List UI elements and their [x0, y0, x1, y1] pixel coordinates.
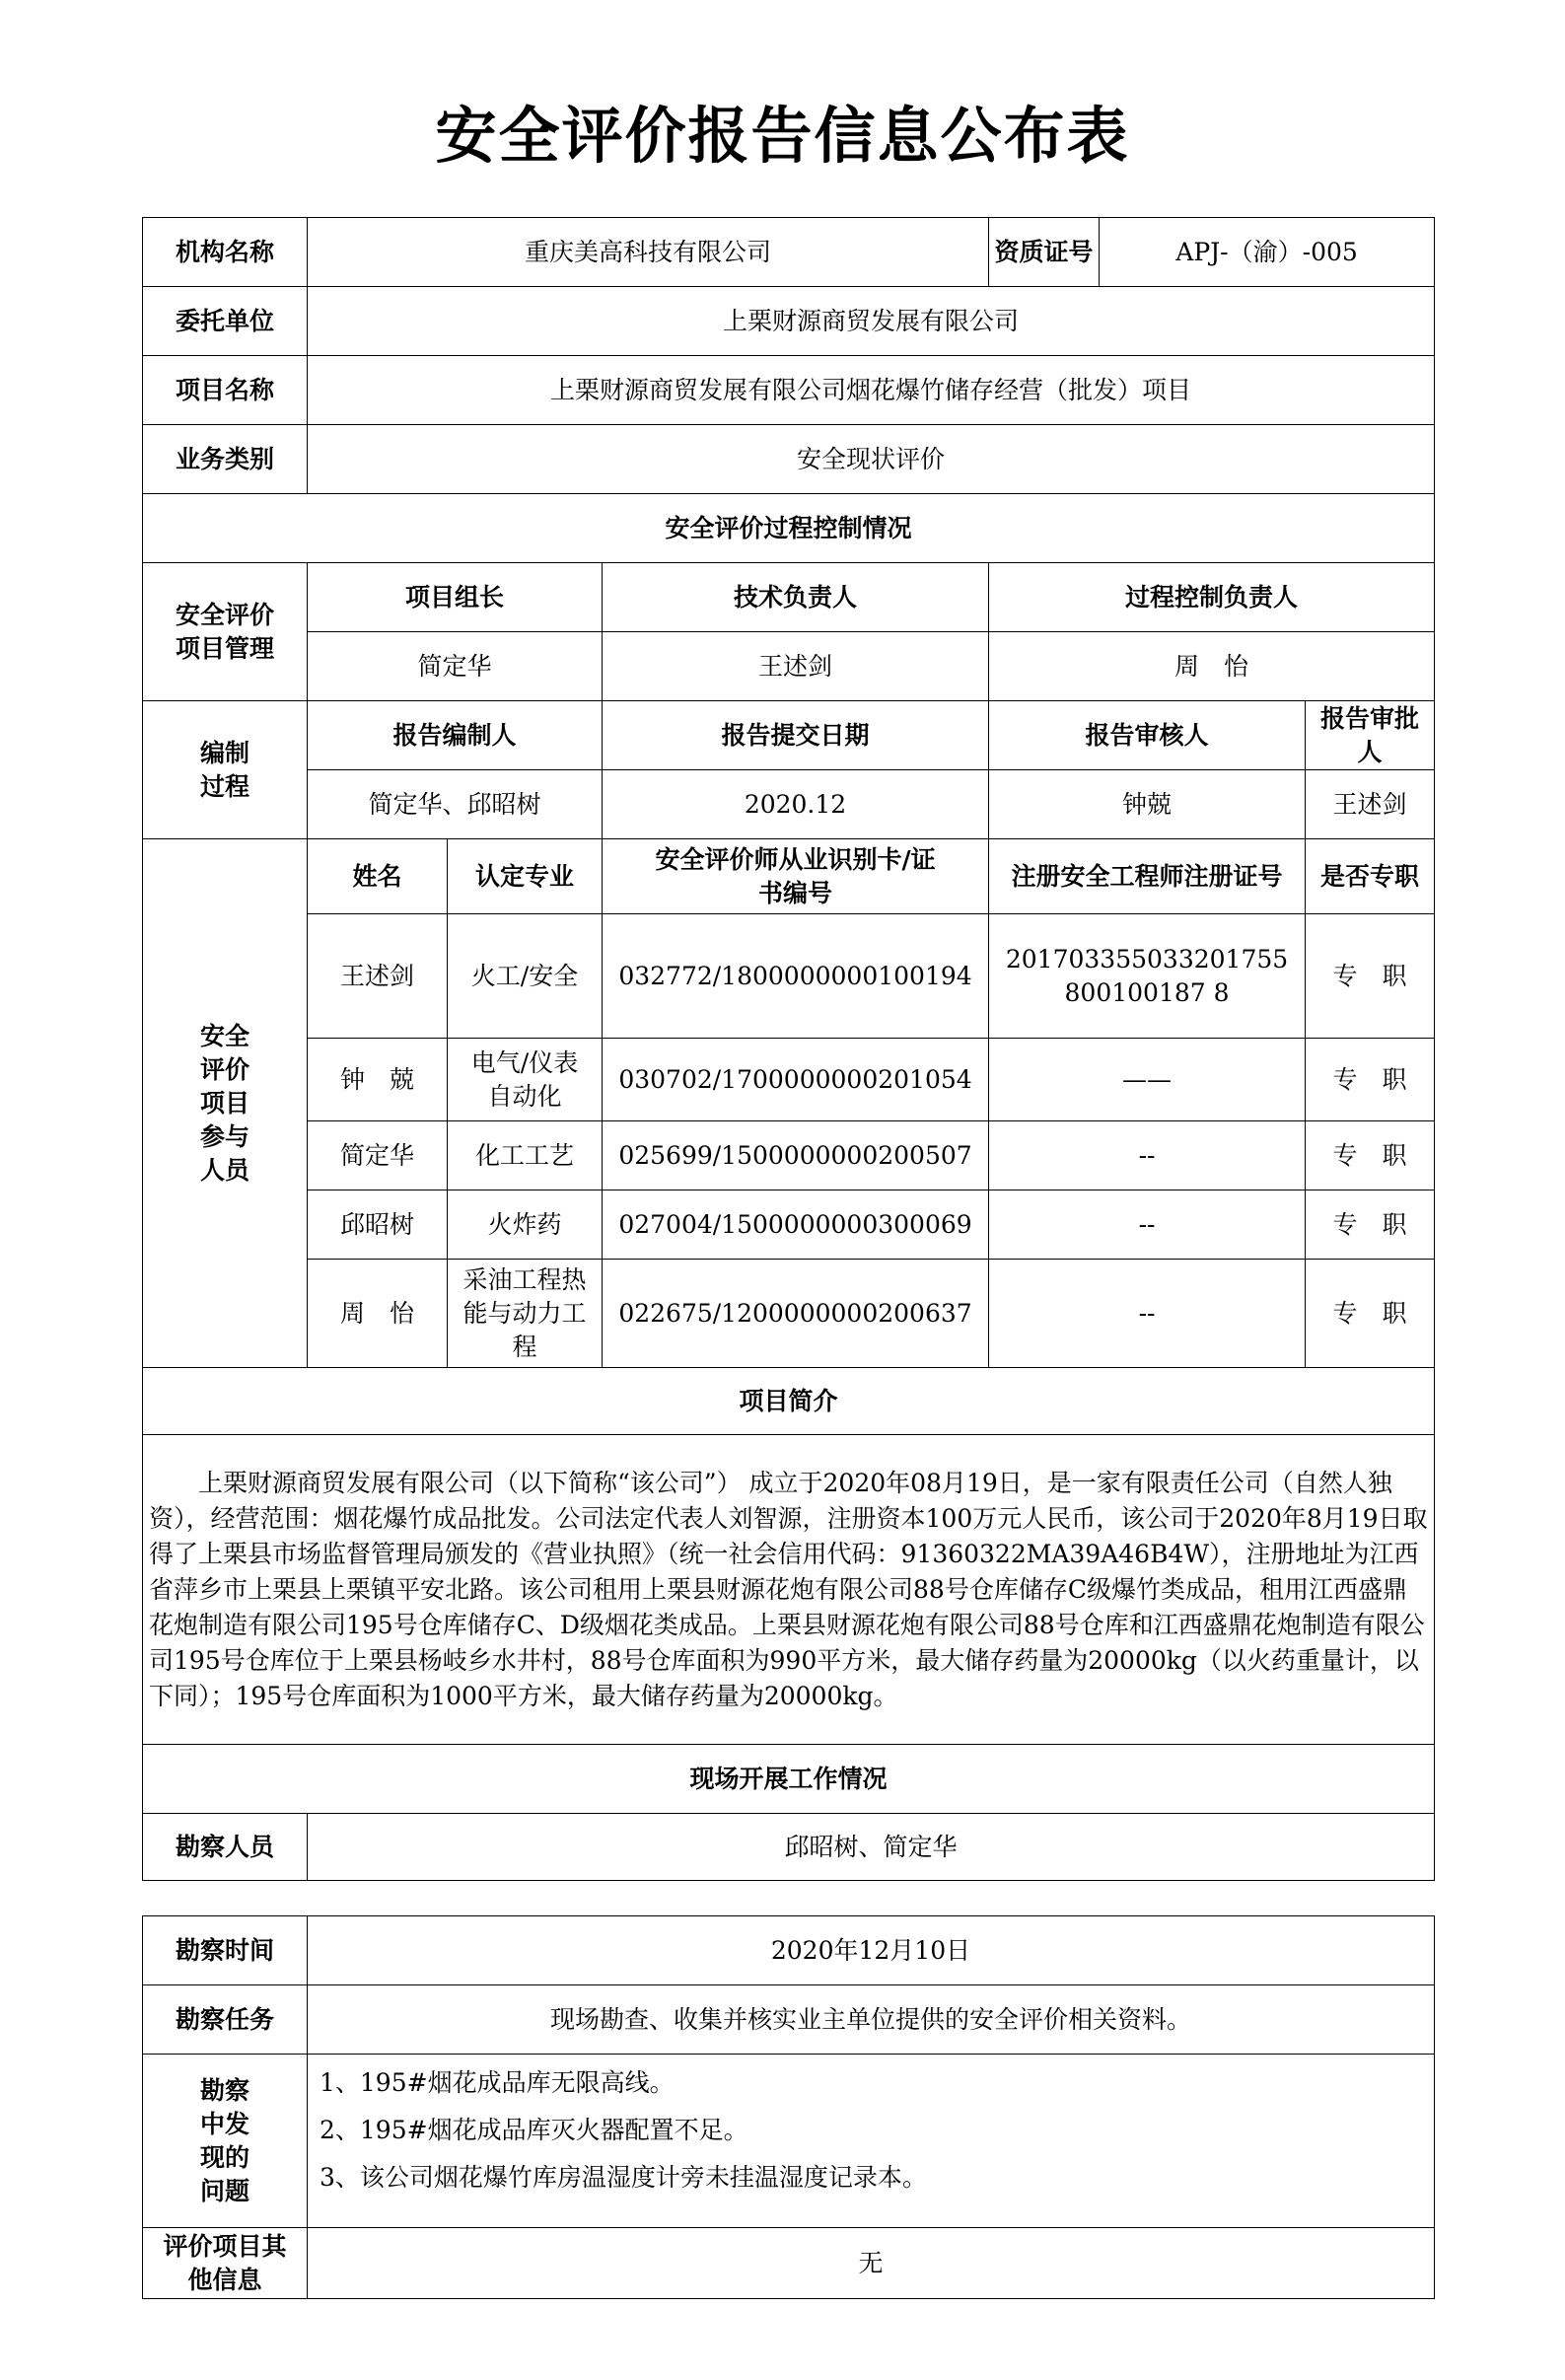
compilation-header-reviewer: 报告审核人 — [989, 701, 1306, 770]
participant-card: 030702/1700000000201054 — [603, 1039, 989, 1121]
participants-header-major: 认定专业 — [448, 839, 603, 914]
participants-header-name: 姓名 — [308, 839, 448, 914]
participant-reg: -- — [989, 1121, 1306, 1190]
intro-section-heading: 项目简介 — [143, 1368, 1435, 1435]
compilation-header-date: 报告提交日期 — [603, 701, 989, 770]
field-section-heading: 现场开展工作情况 — [143, 1745, 1435, 1814]
finding-item: 3、该公司烟花爆竹库房温湿度计旁未挂温湿度记录本。 — [320, 2163, 927, 2192]
participant-card: 032772/1800000000100194 — [603, 914, 989, 1039]
client-value: 上栗财源商贸发展有限公司 — [308, 287, 1435, 356]
org-row — [143, 218, 1435, 287]
findings-list — [308, 2055, 1435, 2228]
management-leader: 简定华 — [308, 632, 603, 701]
page-title: 安全评价报告信息公布表 — [435, 100, 1130, 172]
participant-name: 周 怡 — [308, 1260, 448, 1368]
management-value-row — [143, 632, 1435, 701]
surveyors-row — [143, 1814, 1435, 1881]
participant-reg: -- — [989, 1190, 1306, 1260]
participants-header-fulltime: 是否专职 — [1306, 839, 1435, 914]
cert-label: 资质证号 — [989, 218, 1100, 287]
participant-major: 火工/安全 — [448, 914, 603, 1039]
participant-fulltime: 专 职 — [1306, 1039, 1435, 1121]
compilation-header-row — [143, 701, 1435, 770]
business-row — [143, 425, 1435, 494]
participant-reg: 201703355033201755800100187 8 — [989, 914, 1306, 1039]
participant-name: 邱昭树 — [308, 1190, 448, 1260]
other-value: 无 — [308, 2228, 1435, 2299]
management-label: 安全评价项目管理 — [143, 563, 308, 701]
compilation-header-approver: 报告审批人 — [1306, 701, 1435, 770]
participants-header-row — [143, 839, 1435, 914]
participant-name: 王述剑 — [308, 914, 448, 1039]
management-header-row — [143, 563, 1435, 632]
participant-card: 027004/1500000000300069 — [603, 1190, 989, 1260]
client-label: 委托单位 — [143, 287, 308, 356]
compilation-value-row — [143, 770, 1435, 839]
other-label: 评价项目其他信息 — [143, 2228, 308, 2299]
findings-row — [143, 2055, 1435, 2228]
participants-header-card: 安全评价师从业识别卡/证书编号 — [603, 839, 989, 914]
participant-reg: —— — [989, 1039, 1306, 1121]
management-header-control: 过程控制负责人 — [989, 563, 1435, 632]
participant-major: 采油工程热能与动力工程 — [448, 1260, 603, 1368]
compilation-author: 简定华、邱昭树 — [308, 770, 603, 839]
finding-item: 2、195#烟花成品库灭火器配置不足。 — [320, 2116, 748, 2144]
business-value: 安全现状评价 — [308, 425, 1435, 494]
process-section-heading: 安全评价过程控制情况 — [143, 494, 1435, 563]
survey-task-row — [143, 1985, 1435, 2055]
participant-row — [143, 914, 1435, 1039]
participant-row — [143, 1121, 1435, 1190]
participant-card: 022675/1200000000200637 — [603, 1260, 989, 1368]
other-row — [143, 2228, 1435, 2299]
management-tech: 王述剑 — [603, 632, 989, 701]
project-label: 项目名称 — [143, 356, 308, 425]
participant-row — [143, 1039, 1435, 1121]
intro-text: 上栗财源商贸发展有限公司（以下简称“该公司”） 成立于2020年08月19日，是一家有限责任公司（自然人独资），经营范围：烟花爆竹成品批发。公司法定代表人刘智源，注册资本100万元人民币，该公司于2020年8月19日取得了上栗县市场监督管理局颁发的《营业执照》（统一社会信用代码：91360322MA39A46B4W），注册地址为江西省萍乡市上栗县上栗镇平安北路。该公司租用上栗县财源花炮有限公司88号仓库储存C级爆竹类成品，租用江西盛鼎花炮制造有限公司195号仓库储存C、D级烟花类成品。上栗县财源花炮有限公司88号仓库和江西盛鼎花炮制造有限公司195号仓库位于上栗县杨岐乡水井村，88号仓库面积为990平方米，最大储存药量为20000kg（以火药重量计，以下同）；195号仓库面积为1000平方米，最大储存药量为20000kg。 — [143, 1435, 1435, 1745]
participant-name: 钟 兢 — [308, 1039, 448, 1121]
participants-header-reg: 注册安全工程师注册证号 — [989, 839, 1306, 914]
compilation-date: 2020.12 — [603, 770, 989, 839]
compilation-label: 编制过程 — [143, 701, 308, 839]
survey-time-label: 勘察时间 — [143, 1916, 308, 1985]
survey-task-label: 勘察任务 — [143, 1985, 308, 2055]
survey-task-value: 现场勘查、收集并核实业主单位提供的安全评价相关资料。 — [308, 1985, 1435, 2055]
participant-fulltime: 专 职 — [1306, 1260, 1435, 1368]
participant-fulltime: 专 职 — [1306, 914, 1435, 1039]
management-control: 周 怡 — [989, 632, 1435, 701]
participant-major: 火炸药 — [448, 1190, 603, 1260]
participant-row — [143, 1190, 1435, 1260]
management-header-tech: 技术负责人 — [603, 563, 989, 632]
compilation-reviewer: 钟兢 — [989, 770, 1306, 839]
participant-name: 简定华 — [308, 1121, 448, 1190]
process-section-row — [143, 494, 1435, 563]
survey-time-row — [143, 1916, 1435, 1985]
project-row — [143, 356, 1435, 425]
business-label: 业务类别 — [143, 425, 308, 494]
participant-fulltime: 专 职 — [1306, 1121, 1435, 1190]
participant-fulltime: 专 职 — [1306, 1190, 1435, 1260]
participant-card: 025699/1500000000200507 — [603, 1121, 989, 1190]
project-value: 上栗财源商贸发展有限公司烟花爆竹储存经营（批发）项目 — [308, 356, 1435, 425]
cert-value: APJ-（渝）-005 — [1100, 218, 1435, 287]
survey-table — [142, 1915, 1435, 2299]
findings-label: 勘察中发现的问题 — [143, 2055, 308, 2228]
participant-reg: -- — [989, 1260, 1306, 1368]
org-label: 机构名称 — [143, 218, 308, 287]
management-header-leader: 项目组长 — [308, 563, 603, 632]
compilation-approver: 王述剑 — [1306, 770, 1435, 839]
org-value: 重庆美高科技有限公司 — [308, 218, 989, 287]
participant-major: 电气/仪表自动化 — [448, 1039, 603, 1121]
info-table — [142, 217, 1435, 1881]
intro-section-row — [143, 1368, 1435, 1435]
surveyors-value: 邱昭树、简定华 — [308, 1814, 1435, 1881]
participant-major: 化工工艺 — [448, 1121, 603, 1190]
surveyors-label: 勘察人员 — [143, 1814, 308, 1881]
survey-time-value: 2020年12月10日 — [308, 1916, 1435, 1985]
participants-label: 安全评价项目参与人员 — [143, 839, 308, 1368]
compilation-header-author: 报告编制人 — [308, 701, 603, 770]
field-section-row — [143, 1745, 1435, 1814]
client-row — [143, 287, 1435, 356]
intro-row — [143, 1435, 1435, 1745]
finding-item: 1、195#烟花成品库无限高线。 — [320, 2068, 675, 2097]
participant-row — [143, 1260, 1435, 1368]
